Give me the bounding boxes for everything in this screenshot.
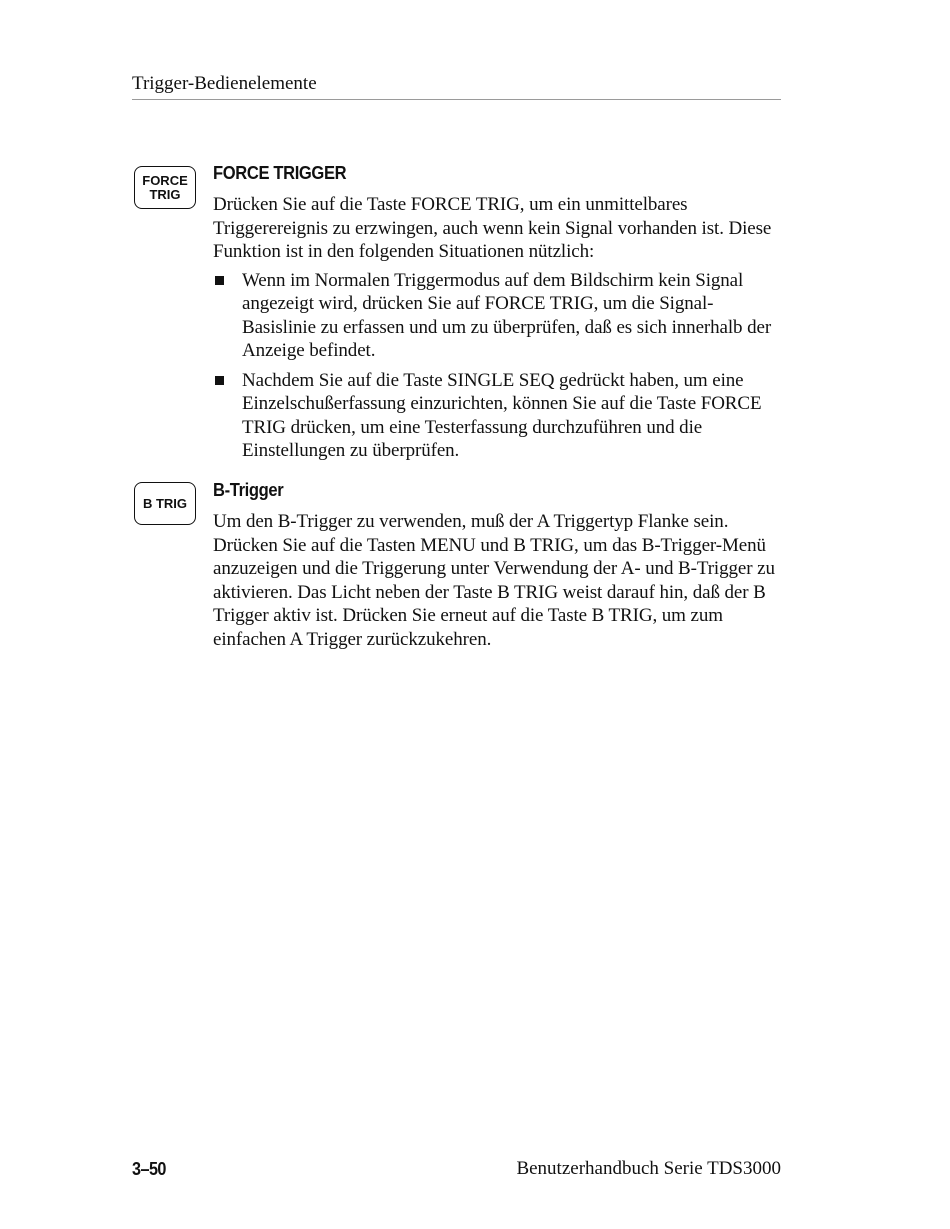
force-trigger-section bbox=[213, 161, 783, 479]
footer-title: Benutzerhandbuch Serie TDS3000 bbox=[516, 1158, 781, 1179]
header-rule bbox=[132, 99, 781, 100]
square-bullet-icon bbox=[215, 376, 224, 385]
force-trigger-bullet-list bbox=[213, 269, 783, 463]
page-number: 3–50 bbox=[132, 1159, 166, 1179]
force-trigger-heading: FORCE TRIGGER bbox=[213, 163, 347, 183]
force-trig-key-line1: FORCE bbox=[142, 172, 188, 188]
force-trig-key-icon bbox=[134, 166, 196, 209]
force-trig-key-line2: TRIG bbox=[149, 186, 181, 202]
bullet-text: Wenn im Normalen Triggermodus auf dem Bildschirm kein Signal angezeigt wird, drücken Sie auf FORCE TRIG, um die Signal-Basislinie zu erfassen und um zu überprüfen, daß es sich innerhalb der Anzeige befindet. bbox=[242, 269, 772, 361]
force-trigger-intro: Drücken Sie auf die Taste FORCE TRIG, um ein unmittelbares Triggerereignis zu erzwingen, auch wenn kein Signal vorhanden ist. Diese Funktion ist in den folgenden Situationen nützlich: bbox=[213, 194, 772, 262]
b-trigger-body: Um den B-Trigger zu verwenden, muß der A Triggertyp Flanke sein. Drücken Sie auf die Tasten MENU und B TRIG, um das B-Trigger-Menü anzuzeigen und die Triggerung unter Verwendung der A- und B-Trigger zu aktivieren. Das Licht neben der Taste B TRIG weist darauf hin, daß der B Trigger aktiv ist. Drücken Sie erneut auf die Taste B TRIG, um zum einfachen A Trigger zurückzukehren. bbox=[213, 511, 775, 650]
b-trig-key-label: B TRIG bbox=[142, 495, 188, 511]
bullet-text: Nachdem Sie auf die Taste SINGLE SEQ gedrückt haben, um eine Einzelschußerfassung einzurichten, können Sie auf die Taste FORCE TRIG drücken, um eine Testerfassung durchzuführen und die Einstellungen zu überprüfen. bbox=[242, 369, 762, 461]
b-trigger-heading: B-Trigger bbox=[213, 480, 284, 500]
bullet-item bbox=[213, 269, 783, 363]
b-trigger-section bbox=[213, 478, 783, 651]
b-trig-key-icon bbox=[134, 482, 196, 525]
square-bullet-icon bbox=[215, 276, 224, 285]
running-header: Trigger-Bedienelemente bbox=[132, 73, 317, 94]
bullet-item bbox=[213, 369, 783, 463]
